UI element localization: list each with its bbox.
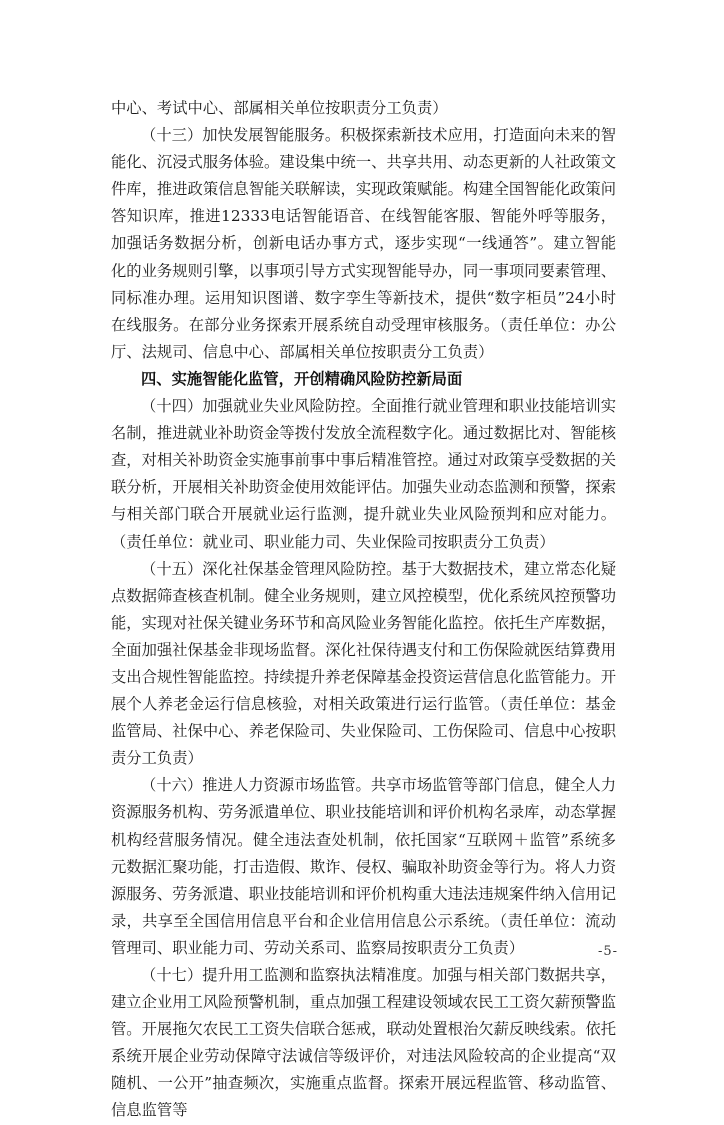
document-body <box>111 95 616 1125</box>
paragraph-16-hr-market: （十六）推进人力资源市场监管。共享市场监管等部门信息，健全人力资源服务机构、劳务派遣单位、职业技能培训和评价机构名录库，动态掌握机构经营服务情况。健全违法查处机制，依托国家“互联网＋监管”系统多元数据汇聚功能，打击造假、欺诈、侵权、骗取补助资金等行为。将人力资源服务、劳务派遣、职业技能培训和评价机构重大违法违规案件纳入信用记录，共享至全国信用信息平台和企业信用信息公示系统。（责任单位：流动管理司、职业能力司、劳动关系司、监察局按职责分工负责） <box>111 776 616 957</box>
paragraph-14-employment-risk: （十四）加强就业失业风险防控。全面推行就业管理和职业技能培训实名制，推进就业补助资金等拨付发放全流程数字化。通过数据比对、智能核查，对相关补助资金实施事前事中事后精准管控。通过对政策享受数据的关联分析，开展相关补助资金使用效能评估。加强失业动态监测和预警，探索与相关部门联合开展就业运行监测，提升就业失业风险预判和应对能力。（责任单位：就业司、职业能力司、失业保险司按职责分工负责） <box>111 397 616 551</box>
page-number: -5- <box>597 944 618 959</box>
paragraph-13-smart-services: （十三）加快发展智能服务。积极探索新技术应用，打造面向未来的智能化、沉浸式服务体验。建设集中统一、共享共用、动态更新的人社政策文件库，推进政策信息智能关联解读，实现政策赋能。构建全国智能化政策问答知识库，推进12333电话智能语音、在线智能客服、智能外呼等服务，加强话务数据分析，创新电话办事方式，逐步实现“一线通答”。建立智能化的业务规则引擎，以事项引导方式实现智能导办，同一事项同要素管理、同标准办理。运用知识图谱、数字孪生等新技术，提供“数字柜员”24小时在线服务。在部分业务探索开展系统自动受理审核服务。（责任单位：办公厅、法规司、信息中心、部属相关单位按职责分工负责） <box>111 126 616 361</box>
paragraph-15-social-fund-risk: （十五）深化社保基金管理风险防控。基于大数据技术，建立常态化疑点数据筛查核查机制。健全业务规则，建立风控模型，优化系统风控预警功能，实现对社保关键业务环节和高风险业务智能化监控。依托生产库数据，全面加强社保基金非现场监督。深化社保待遇支付和工伤保险就医结算费用支出合规性智能监控。持续提升养老保障基金投资运营信息化监管能力。开展个人养老金运行信息核验，对相关政策进行运行监管。（责任单位：基金监管局、社保中心、养老保险司、失业保险司、工伤保险司、信息中心按职责分工负责） <box>111 559 616 768</box>
section-heading-4: 四、实施智能化监管，开创精确风险防控新局面 <box>141 369 463 388</box>
paragraph-continuation: 中心、考试中心、部属相关单位按职责分工负责） <box>111 99 448 117</box>
paragraph-17-labor-monitoring: （十七）提升用工监测和监察执法精准度。加强与相关部门数据共享，建立企业用工风险预警机制，重点加强工程建设领域农民工工资欠薪预警监管。开展拖欠农民工工资失信联合惩戒，联动处置根治欠薪反映线索。依托系统开展企业劳动保障守法诚信等级评价，对违法风险较高的企业提高“双随机、一公开”抽查频次，实施重点监督。探索开展远程监管、移动监管、信息监管等 <box>111 966 616 1120</box>
